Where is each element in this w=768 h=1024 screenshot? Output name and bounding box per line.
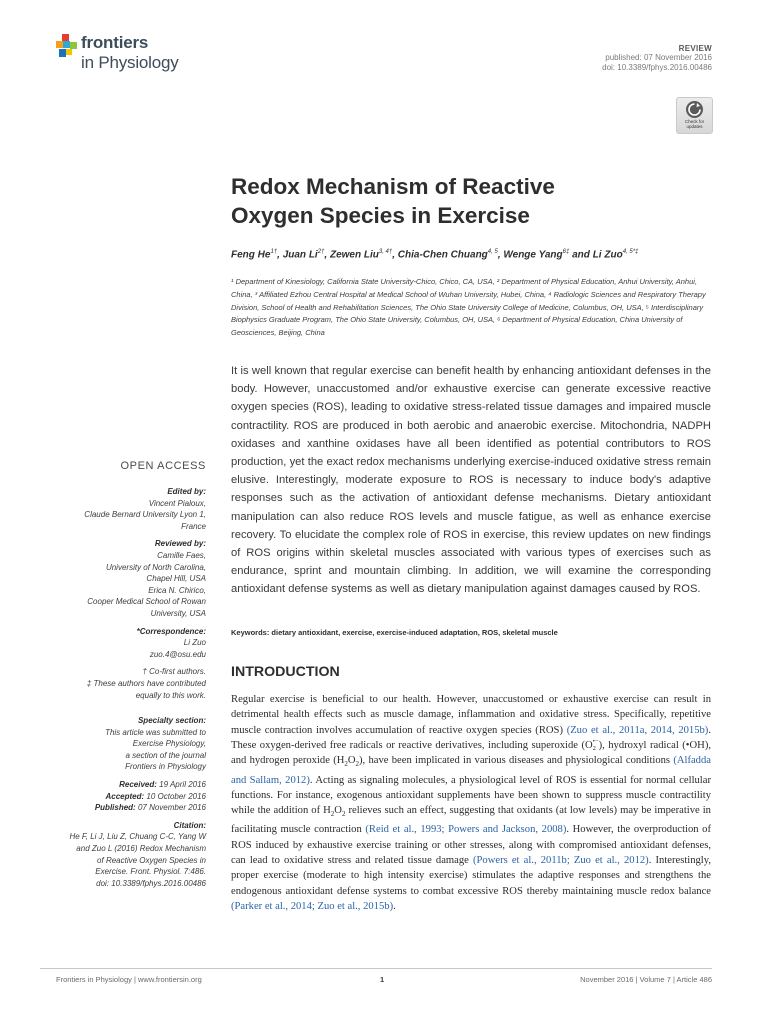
check-badge-line1: Check for bbox=[684, 119, 705, 124]
reviewer-affiliation: Chapel Hill, USA bbox=[146, 574, 206, 584]
body-text-run: ), have been implicated in various diseases and physiological conditions bbox=[359, 755, 671, 767]
specialty-text: a section of the journal bbox=[125, 750, 206, 760]
introduction-heading: INTRODUCTION bbox=[231, 664, 340, 680]
published-date-side: 07 November 2016 bbox=[137, 803, 206, 813]
accepted-label: Accepted: bbox=[105, 791, 145, 801]
author-sup: 3, 4† bbox=[378, 249, 393, 255]
reviewer-name[interactable]: Camille Faes, bbox=[157, 550, 206, 560]
specialty-section-label: Specialty section: bbox=[137, 716, 206, 726]
page-number: 1 bbox=[380, 975, 385, 984]
body-text-run: relieves such an effect, suggesting that oxidants (at low levels) may be imperative in facilitating muscle contraction bbox=[231, 805, 711, 836]
formula-sub: 2 bbox=[592, 745, 596, 753]
citation-link[interactable]: (Zuo et al., 2011a, 2014, 2015b) bbox=[566, 724, 709, 736]
author-name[interactable]: Zewen Liu bbox=[329, 249, 379, 261]
author-separator: , bbox=[277, 249, 283, 261]
author-name[interactable]: Chia-Chen Chuang bbox=[397, 249, 488, 261]
body-text-run: O bbox=[334, 805, 342, 817]
reviewer-affiliation: University of North Carolina, bbox=[105, 562, 206, 572]
check-updates-icon bbox=[686, 101, 703, 118]
accepted-date: 10 October 2016 bbox=[146, 791, 206, 801]
citation-text: Exercise. Front. Physiol. 7:486. bbox=[95, 867, 206, 877]
body-text-run: . Acting as signaling molecules, a physiological level of ROS is essential for normal cellular functions. For instance, exogenous antioxidant supplements have been shown to suppress muscle contractility while the addition of H bbox=[231, 774, 711, 817]
citation-link[interactable]: (Parker et al., 2014; Zuo et al., 2015b) bbox=[231, 900, 394, 912]
keywords: Keywords: dietary antioxidant, exercise, exercise-induced adaptation, ROS, skeletal muscle bbox=[231, 628, 558, 637]
title-line-1: Redox Mechanism of Reactive bbox=[231, 174, 555, 199]
equal-contribution-note: ‡ These authors have contributed bbox=[86, 678, 206, 688]
footer-journal[interactable]: Frontiers in Physiology | www.frontiersin.org bbox=[56, 975, 202, 984]
citation-label: Citation: bbox=[173, 820, 206, 830]
footer-issue: November 2016 | Volume 7 | Article 486 bbox=[580, 975, 712, 984]
editor-name[interactable]: Vincent Pialoux, bbox=[148, 498, 206, 508]
citation-link[interactable]: (Alfadda and Sallam, 2012) bbox=[231, 755, 711, 786]
formula-sub: 2 bbox=[341, 810, 346, 819]
affiliations: ¹ Department of Kinesiology, California State University-Chico, Chico, CA, USA, ² Department of Physical Education, Anhui University, Anhui, China, ³ Affiliated Ezhou Central Hospital at Medical School of Wuhan University, Hubei, China, ⁴ Radiologic Sciences and Respiratory Therapy Division, School of Health and Rehabilitation Sciences, The Ohio State University College of Medicine, Columbus, OH, USA, ⁵ Interdisciplinary Biophysics Graduate Program, The Ohio State University, Columbus, OH, USA, ⁶ Department of Physical Education, China University of Geosciences, Beijing, China bbox=[231, 277, 706, 338]
correspondence-email[interactable]: zuo.4@osu.edu bbox=[149, 649, 206, 659]
received-label: Received: bbox=[119, 780, 157, 790]
body-text-run: . bbox=[393, 900, 396, 912]
journal-brand: frontiers bbox=[81, 33, 149, 52]
cofirst-note: † Co-first authors. bbox=[142, 667, 206, 677]
specialty-text: Exercise Physiology, bbox=[132, 739, 206, 749]
specialty-text: Frontiers in Physiology bbox=[125, 762, 206, 772]
reviewer-affiliation: University, USA bbox=[150, 608, 206, 618]
correspondence-label: *Correspondence: bbox=[136, 626, 206, 636]
citation-doi[interactable]: doi: 10.3389/fphys.2016.00486 bbox=[96, 878, 206, 888]
specialty-text: This article was submitted to bbox=[105, 727, 206, 737]
introduction-paragraph bbox=[231, 692, 711, 914]
citation-text: of Reactive Oxygen Species in bbox=[97, 855, 206, 865]
check-badge-line2: updates bbox=[686, 124, 703, 129]
author-separator: , bbox=[497, 249, 504, 261]
correspondence-name: Li Zuo bbox=[183, 638, 206, 648]
author-sup: 4, 5*‡ bbox=[622, 249, 639, 255]
author-name[interactable]: Wenge Yang bbox=[503, 249, 563, 261]
author-name[interactable]: Li Zuo bbox=[592, 249, 623, 261]
reviewed-by-label: Reviewed by: bbox=[154, 539, 206, 549]
title-line-2: Oxygen Species in Exercise bbox=[231, 203, 530, 228]
formula-o: O bbox=[584, 739, 593, 751]
author-sup: 2† bbox=[317, 249, 325, 255]
article-title bbox=[231, 172, 671, 230]
formula-sup: •− bbox=[592, 738, 599, 746]
editor-affiliation: Claude Bernard University Lyon 1, bbox=[84, 510, 206, 520]
superoxide-formula bbox=[585, 740, 599, 751]
body-text-run: ), hydroxyl radical (•OH), and hydrogen peroxide (H bbox=[231, 739, 711, 767]
author-separator: , bbox=[392, 249, 398, 261]
formula-sub: 2 bbox=[330, 810, 335, 819]
published-date: published: 07 November 2016 bbox=[605, 53, 712, 62]
formula-sub: 2 bbox=[355, 760, 360, 769]
author-separator: , bbox=[324, 249, 330, 261]
edited-by-label: Edited by: bbox=[167, 487, 206, 496]
formula-sub: 2 bbox=[344, 760, 348, 769]
body-text-run: . Interestingly, proper exercise (moderate to high intensity exercise) stimulates the adaptive responses and strengthens the endogenous antioxidant defense systems to combat excessive ROS thereby maintaining muscle redox balance bbox=[231, 855, 711, 897]
editor-affiliation: France bbox=[181, 521, 206, 531]
article-meta bbox=[602, 44, 712, 73]
citation-link[interactable]: (Reid et al., 1993; Powers and Jackson, 2008) bbox=[365, 824, 567, 836]
published-label: Published: bbox=[94, 803, 136, 813]
frontiers-logo-icon bbox=[56, 34, 78, 58]
author-name[interactable]: Feng He bbox=[231, 249, 271, 261]
sidebar-metadata bbox=[40, 486, 206, 889]
article-type: REVIEW bbox=[678, 44, 712, 53]
citation-link[interactable]: (Powers et al., 2011b; Zuo et al., 2012) bbox=[473, 855, 649, 867]
equal-contribution-note: equally to this work. bbox=[135, 690, 206, 700]
body-text-run: . These oxygen-derived free radicals or reactive derivatives, including superoxide ( bbox=[231, 724, 711, 751]
author-sup: 1† bbox=[270, 249, 278, 255]
citation-text: and Zuo L (2016) Redox Mechanism bbox=[76, 844, 206, 854]
author-sup: 6‡ bbox=[562, 249, 570, 255]
journal-name: in Physiology bbox=[81, 53, 179, 72]
footer-divider bbox=[40, 968, 712, 969]
abstract: It is well known that regular exercise can benefit health by enhancing antioxidant defenses in the body. However, unaccustomed and/or exhaustive exercise can generate excessive reactive oxygen species (ROS), leading to oxidative stress-related tissue damages and impaired muscle contractility. ROS are produced in both aerobic and anaerobic exercise. Mitochondria, NADPH oxidases and xanthine oxidases have all been identified as potential contributors to ROS production, yet the exact redox mechanisms underlying exercise-induced oxidative stress remain elusive. Interestingly, moderate exposure to ROS is necessary to induce body's adaptive responses such as the activation of antioxidant defense mechanisms. Dietary antioxidant manipulation can also reduce ROS levels and muscle fatigue, as well as enhance exercise recovery. To elucidate the complex role of ROS in exercise, this review updates on new findings of ROS origins within skeletal muscles associated with various types of exercises such as endurance, sprint and mountain climbing. In addition, we will examine the corresponding antioxidant defense systems as well as dietary manipulation against damages caused by ROS. bbox=[231, 365, 711, 596]
check-for-updates-badge[interactable] bbox=[676, 97, 713, 134]
citation-text: He F, Li J, Liu Z, Chuang C-C, Yang W bbox=[69, 832, 206, 842]
body-text-run: O bbox=[347, 755, 356, 767]
author-and: and bbox=[569, 249, 593, 261]
body-text-run: Regular exercise is beneficial to our health. However, unaccustomed or exhaustive exercise can result in detrimental health effects such as muscle damage, inflammation and oxidative stress. Specifically, repetitive muscle contraction involves accumulation of reactive oxygen species (ROS) bbox=[231, 694, 711, 736]
author-list bbox=[231, 249, 731, 260]
author-sup: 4, 5 bbox=[487, 249, 498, 255]
author-name[interactable]: Juan Li bbox=[282, 249, 318, 261]
reviewer-name[interactable]: Erica N. Chirico, bbox=[148, 585, 206, 595]
body-text-run: . However, the overproduction of ROS induced by exhaustive exercise training or other stresses, along with compromised antioxidant defenses, can lead to oxidative stress and related tissue damage bbox=[231, 824, 712, 867]
journal-logo[interactable] bbox=[56, 31, 216, 81]
reviewer-affiliation: Cooper Medical School of Rowan bbox=[87, 597, 206, 607]
received-date: 19 April 2016 bbox=[159, 780, 206, 790]
doi-link[interactable]: doi: 10.3389/fphys.2016.00486 bbox=[602, 63, 712, 72]
open-access-label: OPEN ACCESS bbox=[120, 460, 206, 472]
